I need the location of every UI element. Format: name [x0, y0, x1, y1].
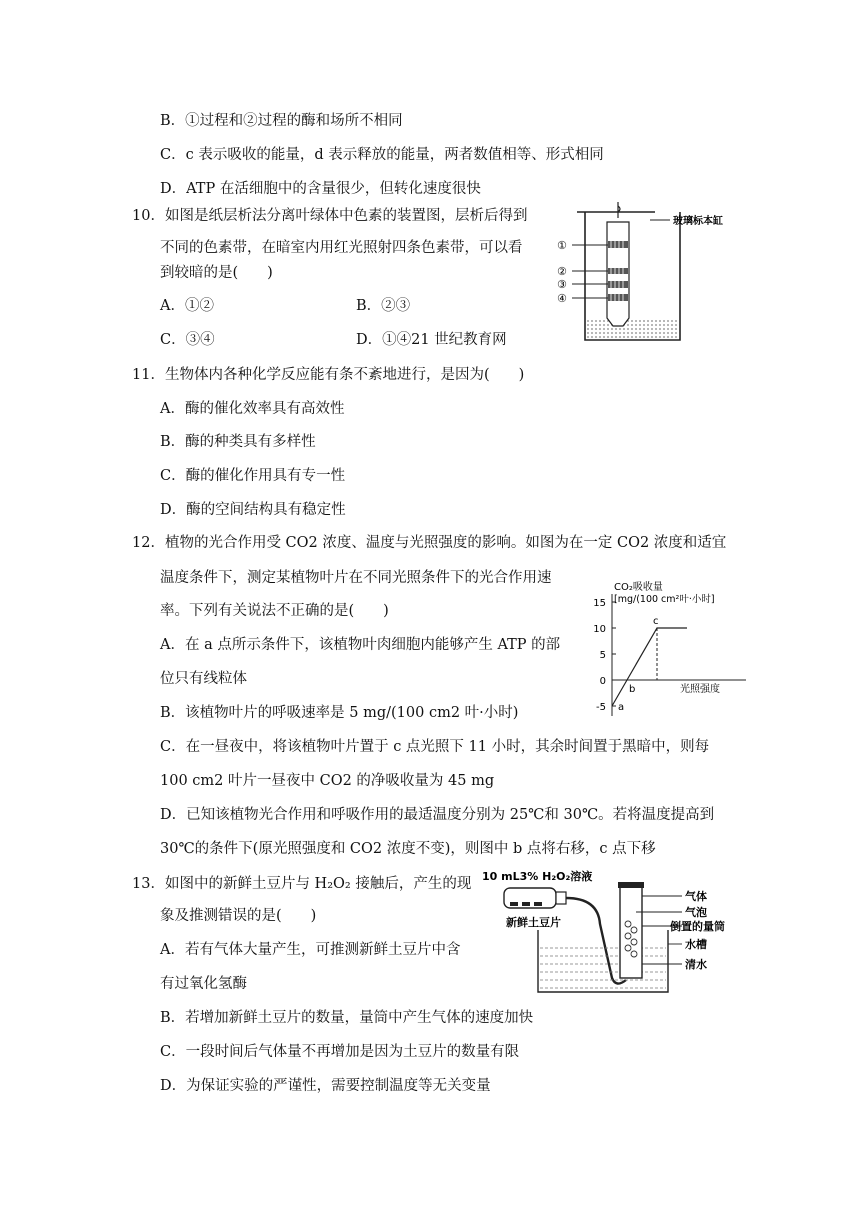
y-tick-label: 5	[599, 650, 606, 661]
q13-option-a: 有过氧化氢酶	[160, 976, 247, 992]
q10-option-b: B．②③	[356, 298, 411, 314]
label-gas: 气体	[685, 890, 707, 903]
point-label-c: c	[653, 616, 659, 627]
chart-ylabel: [mg/(100 cm²叶·小时]	[614, 594, 715, 605]
q12-option-c: 100 cm2 叶片一昼夜中 CO2 的净吸收量为 45 mg	[160, 773, 495, 789]
y-tick-label: 10	[593, 624, 606, 635]
q11-option-d: D．酶的空间结构具有稳定性	[160, 502, 346, 518]
q9-option-c: C．c 表示吸收的能量，d 表示释放的能量，两者数值相等、形式相同	[160, 147, 604, 163]
label-cylinder: 倒置的量筒	[670, 920, 725, 933]
q13-stem: 象及推测错误的是( )	[160, 908, 317, 924]
band-label-3: ③	[557, 278, 567, 291]
jar-label: 玻璃标本缸	[673, 216, 723, 227]
q9-option-d: D．ATP 在活细胞中的含量很少，但转化速度很快	[160, 181, 481, 197]
chart-title: CO₂吸收量	[614, 582, 663, 593]
q11-stem: 11．生物体内各种化学反应能有条不紊地进行，是因为( )	[132, 367, 525, 383]
q12-stem: 率。下列有关说法不正确的是( )	[160, 603, 389, 619]
q11-option-c: C．酶的催化作用具有专一性	[160, 468, 346, 484]
band-label-2: ②	[557, 265, 567, 278]
q12-stem: 温度条件下，测定某植物叶片在不同光照条件下的光合作用速	[160, 570, 552, 586]
q11-option-b: B．酶的种类具有多样性	[160, 434, 316, 450]
potato-label: 新鲜土豆片	[506, 916, 561, 929]
q9-option-b: B．①过程和②过程的酶和场所不相同	[160, 113, 403, 129]
q13-option-d: D．为保证实验的严谨性，需要控制温度等无关变量	[160, 1078, 491, 1094]
q13-option-a: A．若有气体大量产生，可推测新鲜土豆片中含	[160, 942, 461, 958]
chromatography-figure	[555, 200, 735, 348]
q11-option-a: A．酶的催化效率具有高效性	[160, 401, 345, 417]
point-label-b: b	[629, 684, 636, 695]
q10-stem: 到较暗的是( )	[160, 265, 273, 281]
co2-absorption-chart	[578, 576, 750, 722]
q10-option-d: D．①④21 世纪教育网	[356, 332, 507, 348]
band-label-1: ①	[557, 239, 567, 252]
label-water: 清水	[685, 958, 707, 971]
q12-stem: 12．植物的光合作用受 CO2 浓度、温度与光照强度的影响。如图为在一定 CO2 浓度和适宜	[132, 535, 727, 551]
q12-option-a: 位只有线粒体	[160, 671, 247, 687]
point-label-a: a	[618, 702, 625, 713]
q12-option-d: 30℃的条件下(原光照强度和 CO2 浓度不变)，则图中 b 点将右移，c 点下移	[160, 841, 656, 857]
label-bubble: 气泡	[685, 906, 707, 919]
q13-stem: 13．如图中的新鲜土豆片与 H₂O₂ 接触后，产生的现	[132, 876, 472, 892]
y-tick-label: 0	[599, 676, 606, 687]
q10-stem: 不同的色素带，在暗室内用红光照射四条色素带，可以看	[160, 240, 523, 256]
q12-option-c: C．在一昼夜中，将该植物叶片置于 c 点光照下 11 小时，其余时间置于黑暗中，则每	[160, 739, 710, 755]
q10-stem: 10．如图是纸层析法分离叶绿体中色素的装置图，层析后得到	[132, 208, 528, 224]
q12-option-b: B．该植物叶片的呼吸速率是 5 mg/(100 cm2 叶·小时)	[160, 705, 519, 721]
y-tick-label: 15	[593, 598, 606, 609]
band-label-4: ④	[557, 292, 567, 305]
q12-option-a: A．在 a 点所示条件下，该植物叶肉细胞内能够产生 ATP 的部	[160, 637, 561, 653]
q12-option-d: D．已知该植物光合作用和呼吸作用的最适温度分别为 25℃和 30℃。若将温度提高到	[160, 807, 715, 823]
label-tank: 水槽	[685, 938, 707, 951]
q13-option-c: C．一段时间后气体量不再增加是因为土豆片的数量有限	[160, 1044, 520, 1060]
q13-option-b: B．若增加新鲜土豆片的数量，量筒中产生气体的速度加快	[160, 1010, 534, 1026]
q10-option-a: A．①②	[160, 298, 214, 314]
q10-option-c: C．③④	[160, 332, 215, 348]
y-tick-label: -5	[596, 702, 606, 713]
series-line	[612, 628, 687, 706]
chart-xlabel: 光照强度	[680, 684, 720, 695]
h2o2-label: 10 mL3% H₂O₂溶液	[482, 870, 593, 883]
potato-apparatus-figure	[478, 866, 740, 996]
